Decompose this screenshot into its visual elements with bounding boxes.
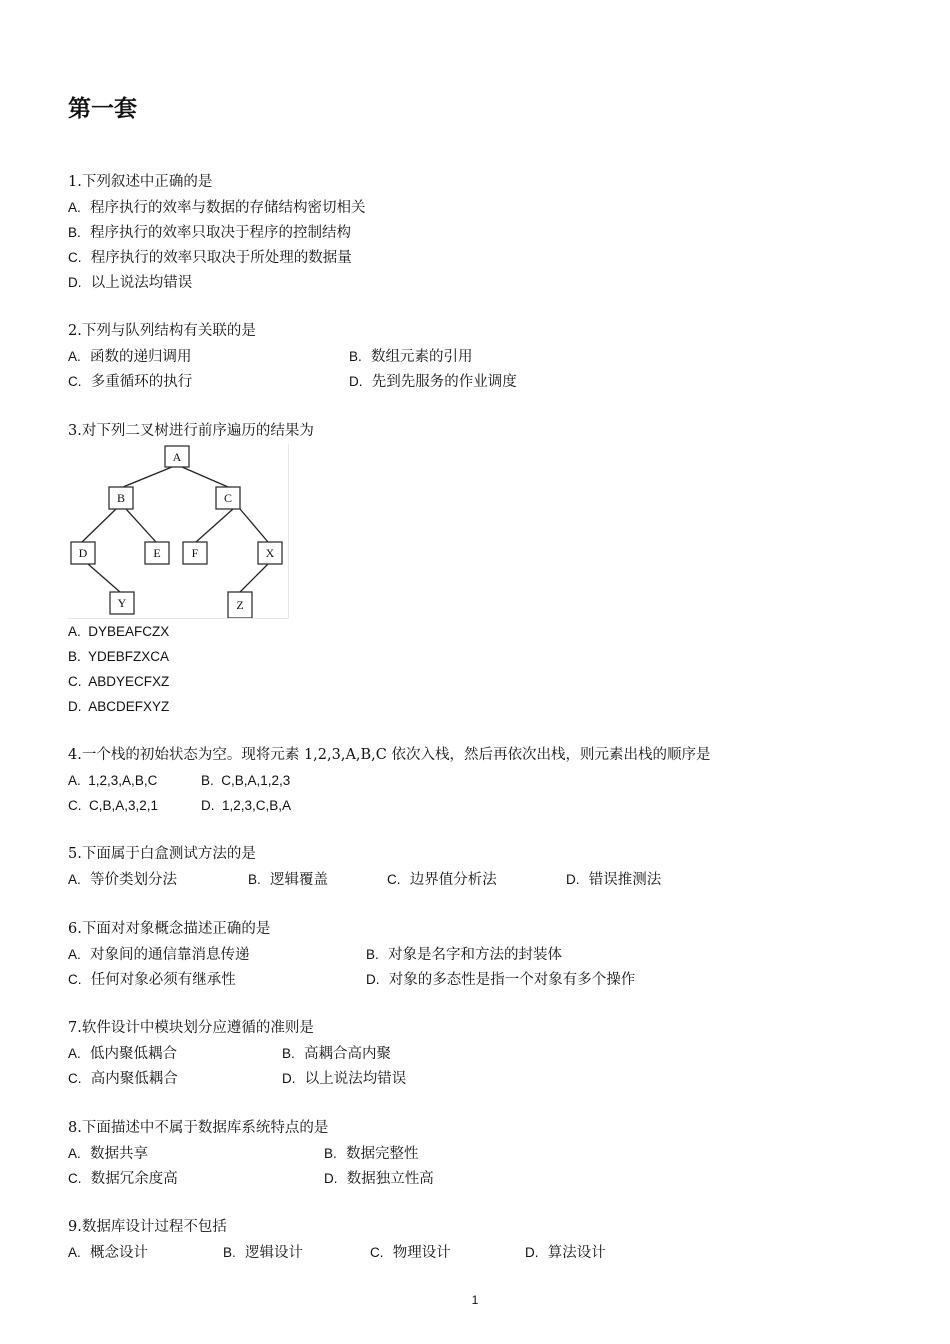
- option-b: B. 数组元素的引用: [349, 349, 473, 365]
- svg-text:B: B: [116, 491, 126, 505]
- question-9: [68, 1215, 888, 1265]
- question-4: [68, 743, 888, 818]
- option-c: C. 数据冗余度高: [68, 1171, 178, 1187]
- question-stem: 8.下面描述中不属于数据库系统特点的是: [68, 1120, 329, 1136]
- tree-node-e: [145, 542, 169, 564]
- question-3-options: [68, 619, 888, 719]
- option-d: D. 数据独立性高: [324, 1171, 434, 1187]
- question-stem: 3.对下列二叉树进行前序遍历的结果为: [68, 423, 314, 439]
- tree-node-x: [258, 542, 282, 564]
- question-stem: 7.软件设计中模块划分应遵循的准则是: [68, 1020, 314, 1036]
- option-d: D. 先到先服务的作业调度: [349, 374, 517, 390]
- option-a: A. 函数的递归调用: [68, 349, 192, 365]
- option-a: A. 1,2,3,A,B,C: [68, 773, 158, 788]
- option-c: C. ABDYECFXZ: [68, 674, 170, 689]
- question-stem: 5.下面属于白盒测试方法的是: [68, 846, 256, 862]
- option-b: B. C,B,A,1,2,3: [201, 773, 291, 788]
- question-stem: 1.下列叙述中正确的是: [68, 174, 213, 190]
- question-stem: 6.下面对对象概念描述正确的是: [68, 921, 271, 937]
- page-title: 第一套: [68, 96, 137, 122]
- question-2: [68, 319, 888, 394]
- option-b: B. 高耦合高内聚: [282, 1046, 391, 1062]
- question-1: [68, 170, 888, 295]
- svg-text:C: C: [223, 491, 233, 505]
- option-d: D. 算法设计: [525, 1245, 606, 1261]
- question-8: [68, 1116, 888, 1191]
- svg-text:A: A: [172, 450, 182, 464]
- tree-node-a: [165, 446, 189, 467]
- option-b: B. 逻辑覆盖: [248, 872, 328, 888]
- question-stem: 2.下列与队列结构有关联的是: [68, 323, 256, 339]
- svg-text:Z: Z: [236, 598, 244, 612]
- svg-text:X: X: [265, 546, 275, 560]
- svg-text:D: D: [78, 546, 88, 560]
- option-b: B. 数据完整性: [324, 1146, 419, 1162]
- option-a: A. 数据共享: [68, 1146, 148, 1162]
- svg-text:Y: Y: [117, 596, 127, 610]
- option-b: B. YDEBFZXCA: [68, 649, 170, 664]
- option-c: C. 程序执行的效率只取决于所处理的数据量: [68, 250, 352, 266]
- option-a: A. 程序执行的效率与数据的存储结构密切相关: [68, 200, 366, 216]
- svg-text:F: F: [191, 546, 199, 560]
- svg-text:E: E: [153, 546, 161, 560]
- option-b: B. 逻辑设计: [223, 1245, 303, 1261]
- option-a: A. 概念设计: [68, 1245, 148, 1261]
- tree-node-z: [228, 592, 252, 618]
- option-a: A. 对象间的通信靠消息传递: [68, 947, 250, 963]
- binary-tree-diagram: [68, 444, 289, 619]
- tree-node-f: [183, 542, 207, 564]
- tree-node-d: [71, 542, 95, 564]
- tree-node-y: [110, 592, 134, 614]
- option-a: A. DYBEAFCZX: [68, 624, 170, 639]
- option-c: C. C,B,A,3,2,1: [68, 798, 159, 813]
- option-d: D. 1,2,3,C,B,A: [201, 798, 292, 813]
- option-d: D. ABCDEFXYZ: [68, 699, 170, 714]
- option-b: B. 程序执行的效率只取决于程序的控制结构: [68, 225, 351, 241]
- option-d: D. 错误推测法: [566, 872, 662, 888]
- question-stem: 9.数据库设计过程不包括: [68, 1219, 227, 1235]
- question-3: [68, 419, 888, 444]
- page-number: 1: [471, 1293, 479, 1307]
- option-c: C. 边界值分析法: [387, 872, 497, 888]
- option-c: C. 多重循环的执行: [68, 374, 193, 390]
- tree-node-c: [216, 487, 240, 509]
- option-b: B. 对象是名字和方法的封装体: [366, 947, 562, 963]
- option-c: C. 物理设计: [370, 1245, 451, 1261]
- option-a: A. 低内聚低耦合: [68, 1046, 177, 1062]
- question-6: [68, 917, 888, 992]
- tree-node-b: [109, 487, 133, 509]
- binary-tree-svg: [68, 444, 288, 618]
- option-d: D. 以上说法均错误: [68, 275, 193, 291]
- option-c: C. 高内聚低耦合: [68, 1071, 178, 1087]
- option-a: A. 等价类划分法: [68, 872, 177, 888]
- option-c: C. 任何对象必须有继承性: [68, 972, 236, 988]
- question-stem: 4.一个栈的初始状态为空。现将元素 1,2,3,A,B,C 依次入栈，然后再依次出栈，则元素出栈的顺序是: [68, 747, 711, 763]
- option-d: D. 以上说法均错误: [282, 1071, 407, 1087]
- question-7: [68, 1016, 888, 1091]
- question-5: [68, 842, 888, 892]
- option-d: D. 对象的多态性是指一个对象有多个操作: [366, 972, 636, 988]
